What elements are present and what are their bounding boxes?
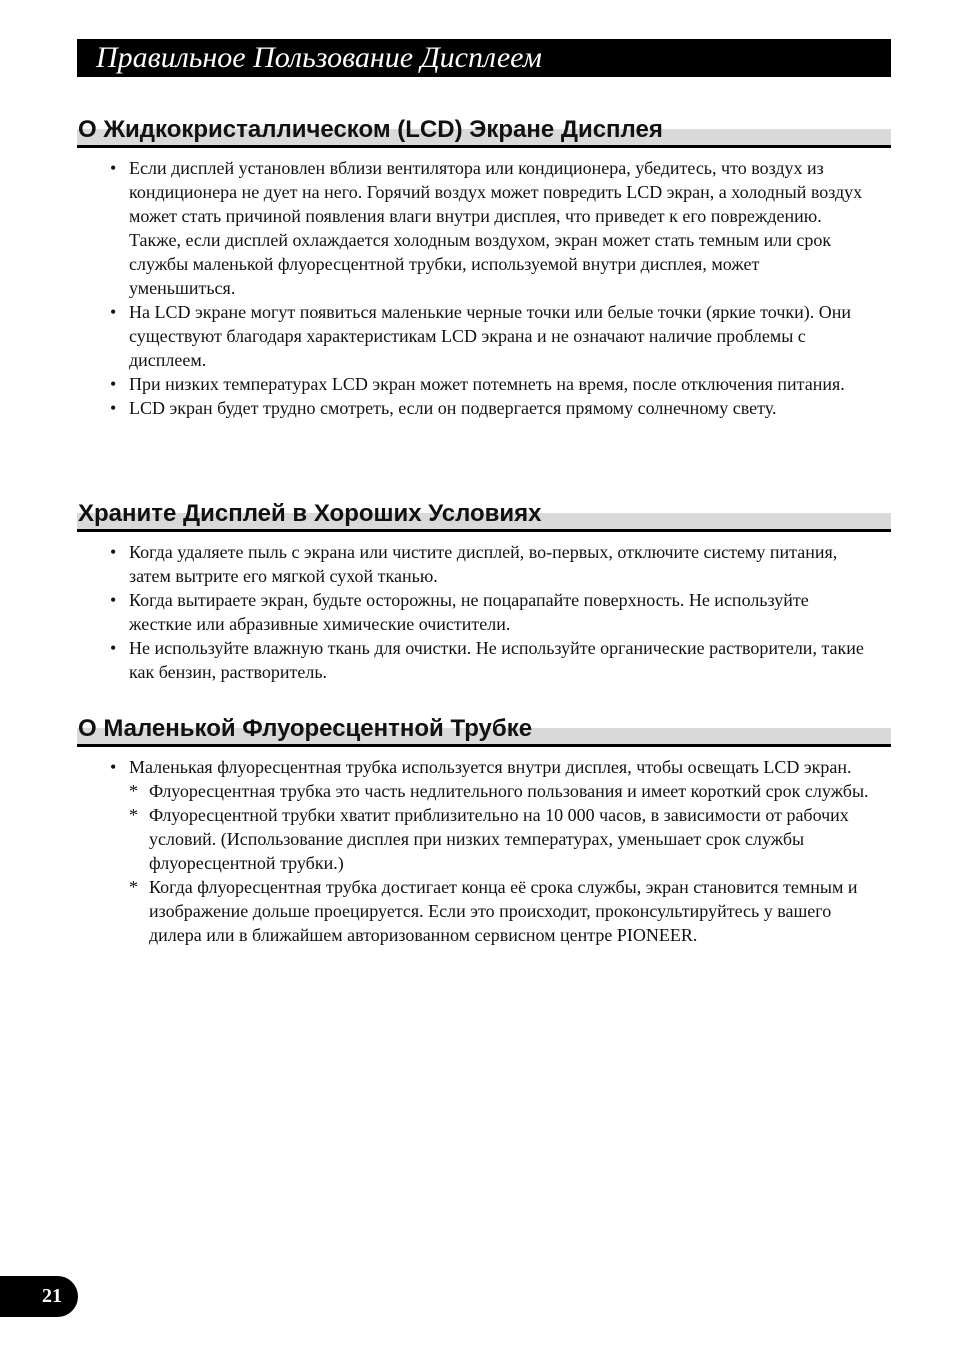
note-list [129, 779, 869, 947]
bullet-list [77, 540, 891, 684]
section-heading: Храните Дисплей в Хороших Условиях [78, 500, 542, 527]
note-item [129, 803, 869, 875]
bullet-glyph: • [110, 398, 117, 418]
page-title-bar [77, 39, 891, 77]
bullet-glyph: • [110, 302, 117, 322]
note-text: Флуоресцентной трубки хватит приблизительно на 10 000 часов, в зависимости от рабочих условий. (Использование дисплея при низких температурах, уменьшает срок службы флуоресцентной трубки.) [149, 805, 849, 873]
note-glyph: * [129, 805, 138, 825]
section-lcd-screen [77, 116, 891, 420]
heading-rule [77, 744, 891, 747]
bullet-item [77, 588, 869, 636]
bullet-glyph: • [110, 374, 117, 394]
note-text: Когда флуоресцентная трубка достигает конца её срока службы, экран становится темным и изображение дольше проецируется. Если это происходит, проконсультируйтесь у вашего дилера или в ближайшем авторизованном сервисном центре PIONEER. [149, 877, 858, 945]
section-heading: О Маленькой Флуоресцентной Трубке [78, 715, 533, 742]
bullet-text: Маленькая флуоресцентная трубка используется внутри дисплея, чтобы освещать LCD экран. [129, 757, 852, 777]
bullet-item [77, 156, 869, 300]
bullet-item [77, 300, 869, 372]
bullet-item [77, 636, 869, 684]
bullet-text: На LCD экране могут появиться маленькие черные точки или белые точки (яркие точки). Они существуют благодаря характеристикам LCD экрана и не означают наличие проблемы с дисплеем. [129, 302, 852, 370]
section-heading-bar [77, 116, 891, 148]
section-fluorescent-tube [77, 715, 891, 947]
bullet-text: Если дисплей установлен вблизи вентилятора или кондиционера, убедитесь, что воздух из кондиционера не дует на него. Горячий воздух может повредить LCD экран, а холодный воздух может стать причиной появления влаги внутри дисплея, что приведет к его повреждению. Также, если дисплей охлаждается холодным воздухом, экран может стать темным или срок службы маленькой флуоресцентной трубки, используемой внутри дисплея, может уменьшиться. [129, 158, 863, 298]
bullet-glyph: • [110, 542, 117, 562]
bullet-list [77, 156, 891, 420]
bullet-text: При низких температурах LCD экран может потемнеть на время, после отключения питания. [129, 374, 845, 394]
bullet-item [77, 396, 869, 420]
heading-rule [77, 145, 891, 148]
bullet-text: Когда удаляете пыль с экрана или чистите дисплей, во-первых, отключите систему питания, затем вытрите его мягкой сухой тканью. [129, 542, 838, 586]
section-storage-conditions [77, 500, 891, 684]
section-heading-bar [77, 500, 891, 532]
bullet-list [77, 755, 891, 947]
bullet-text: LCD экран будет трудно смотреть, если он подвергается прямому солнечному свету. [129, 398, 777, 418]
bullet-item [77, 755, 869, 947]
section-heading: О Жидкокристаллическом (LCD) Экране Дисплея [78, 116, 663, 143]
page-number: 21 [42, 1285, 62, 1307]
note-glyph: * [129, 781, 138, 801]
section-heading-bar [77, 715, 891, 747]
note-item [129, 779, 869, 803]
bullet-glyph: • [110, 590, 117, 610]
bullet-item [77, 372, 869, 396]
bullet-glyph: • [110, 158, 117, 178]
page-number-tab [0, 1276, 78, 1317]
bullet-text: Когда вытираете экран, будьте осторожны, не поцарапайте поверхность. Не используйте жесткие или абразивные химические очистители. [129, 590, 809, 634]
note-item [129, 875, 869, 947]
bullet-text: Не используйте влажную ткань для очистки. Не используйте органические растворители, такие как бензин, растворитель. [129, 638, 864, 682]
bullet-glyph: • [110, 757, 117, 777]
note-glyph: * [129, 877, 138, 897]
heading-rule [77, 529, 891, 532]
note-text: Флуоресцентная трубка это часть недлительного пользования и имеет короткий срок службы. [149, 781, 869, 801]
page-title: Правильное Пользование Дисплеем [96, 41, 542, 74]
bullet-glyph: • [110, 638, 117, 658]
bullet-item [77, 540, 869, 588]
